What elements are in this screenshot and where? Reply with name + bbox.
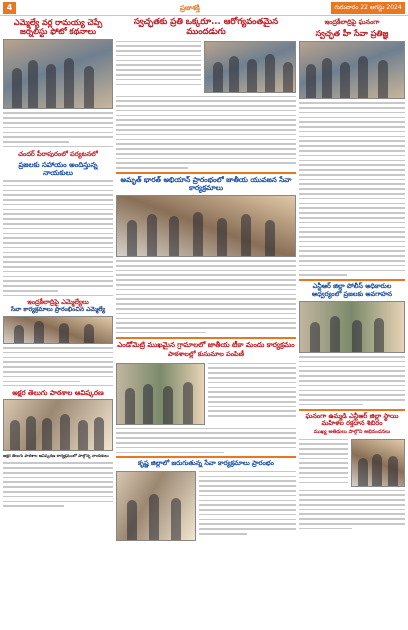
headline-3: ఇంద్రకీలాద్రిపై ఎమ్మెల్యేలు — [27, 297, 89, 306]
kicker-7: పాఠశాలల్లో కుసుమాల పంపిణీ — [167, 349, 245, 358]
photo-caption-1: అక్షర తెలుగు పాఠశాల ఆవిష్కరణ కార్యక్రమంలో పాల్గొన్న నాయకులు — [3, 453, 109, 459]
article-text-10 — [199, 471, 296, 541]
headline-8: కృష్ణ జిల్లాలో జరుగుతున్న సేవా కార్యక్రమాలు ప్రారంభం — [138, 459, 274, 468]
article-text-6 — [116, 96, 296, 169]
news-photo-1 — [3, 39, 113, 109]
news-photo-9 — [299, 301, 405, 353]
article-text-12 — [299, 356, 405, 405]
headline-2: ప్రజలకు సహాయం అందిస్తున్న నాయకులు — [18, 160, 98, 177]
kicker-11: ముఖ్య అతిథులు పాల్గొని అభినందనలు — [313, 428, 391, 435]
column-2 — [116, 18, 296, 626]
headline-11: ఘనంగా ఉమ్మడి ఎన్టీఆర్ జిల్లా స్థాయి మహిళల రక్తదాన శిబిరం — [305, 411, 399, 428]
date-badge: గురువారం 22 ఆగస్టు 2024 — [331, 2, 405, 14]
headline-5: స్వచ్ఛతకు ప్రతి ఒక్కరూ... ఆరోగ్యవంతమైన ముందడుగు — [133, 17, 279, 37]
kicker-9: ఇంద్రకీలాద్రిపై ఘనంగా — [324, 18, 380, 26]
article-text-1 — [3, 112, 113, 142]
article-text-14 — [299, 490, 405, 530]
headline-10: ఎన్టీఆర్ జిల్లా పోలీస్ అధికారుల ఆధ్వర్యంలో ప్రజలకు అవగాహన — [311, 282, 393, 298]
news-photo-7 — [116, 471, 196, 541]
headline-6: అమృత్ భారత్ అభియాన్ ప్రారంభంలో జాతీయ యువజన సేవా కార్యక్రమాలు — [120, 176, 292, 193]
headline-4: అక్షర తెలుగు పాఠశాల ఆవిష్కరణ — [12, 389, 104, 398]
article-text-2 — [3, 180, 113, 292]
news-photo-3 — [3, 399, 113, 451]
news-photo-2 — [3, 316, 113, 344]
news-photo-5 — [116, 195, 296, 257]
article-text-13 — [299, 439, 348, 487]
headline-3b: సేవా కార్యక్రమాలు ప్రారంభించిన ఎమ్మెల్యే — [10, 306, 106, 314]
page-number: 4 — [3, 2, 16, 14]
news-photo-10 — [351, 439, 405, 487]
kicker-2: చందర్ పీరాపురంలో పర్యటనలో — [18, 149, 98, 158]
article-text-4 — [3, 462, 113, 507]
article-text-11 — [299, 102, 405, 276]
news-photo-8 — [299, 41, 405, 99]
headline-1: ఎమ్మెల్యే వర్ల రామయ్య చెప్పే జర్నలిస్టు ఫోటో కథనాలు — [13, 18, 103, 37]
headline-7: ఎండోమెట్రి ముఖమైన గ్రామాలలో జాతీయ టీకా మందు కార్యక్రమం — [117, 340, 295, 349]
column-3 — [299, 18, 405, 626]
page-header — [0, 0, 408, 16]
article-text-3 — [3, 347, 113, 382]
article-text-8 — [208, 363, 296, 425]
column-1 — [3, 18, 113, 626]
news-photo-4 — [204, 41, 296, 93]
news-photo-6 — [116, 363, 205, 425]
masthead: ప్రజాశక్తి — [180, 3, 200, 12]
headline-9: స్వచ్ఛత హీ సేవా ప్రతిజ్ఞ — [315, 29, 389, 38]
article-text-7 — [116, 260, 296, 333]
article-text-9 — [116, 428, 296, 454]
article-text-5 — [116, 41, 201, 93]
